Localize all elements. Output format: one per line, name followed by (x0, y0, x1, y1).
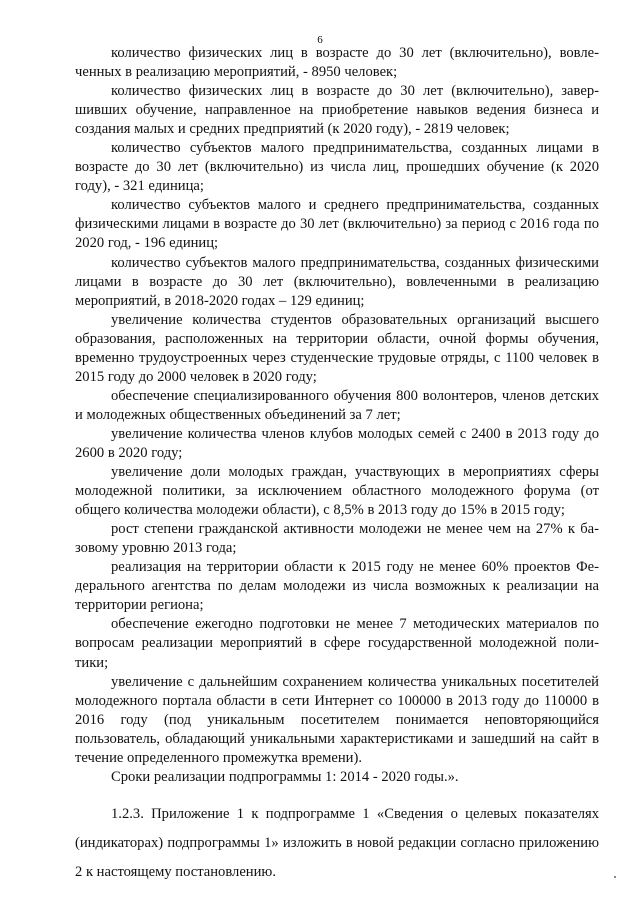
paragraph-11: реализация на территории области к 2015 году не менее 60% проектов Федерального агентства по делам молодежи из числа возможных к реализации на территории региона; (75, 559, 599, 614)
paragraph-amendment: 1.2.3. Приложение 1 к подпрограмме 1 «Сведения о целевых показателях (индикаторах) подпрограммы 1» изложить в новой редакции согласно приложению 2 к настоящему постановлению. (75, 805, 599, 880)
paragraph-12: обеспечение ежегодно подготовки не менее 7 методических материалов по вопросам реализации мероприятий в сфере государственной молодежной политики; (75, 616, 599, 671)
paragraph-10: рост степени гражданской активности молодежи не менее чем на 27% к базовому уровню 2013 года; (75, 521, 599, 557)
paragraph-1: количество физических лиц в возрасте до 30 лет (включительно), вовлеченных в реализацию мероприятий, - 8950 человек; (75, 45, 599, 81)
paragraph-4: количество субъектов малого и среднего предпринимательства, созданных физическими лицами в возрасте до 30 лет (включительно) за период с 2016 года по 2020 год, - 196 единиц; (75, 197, 599, 252)
paragraph-3: количество субъектов малого предпринимательства, созданных лицами в возрасте до 30 лет (включительно) из числа лиц, прошедших обучение (к 2020 году), - 321 единица; (75, 140, 599, 195)
paragraph-terms: Сроки реализации подпрограммы 1: 2014 - 2020 годы.». (111, 768, 459, 785)
paragraph-13: увеличение с дальнейшим сохранением количества уникальных посетителей молодежного портала области в сети Интернет со 100000 в 2013 году до 110000 в 2016 году (под уникальным посетителем понимается неповторяющийся пользователь, обладающий уникальными характеристиками и зашедший на сайт в течение определенного промежутка времени). (75, 673, 599, 766)
document-body (75, 44, 599, 887)
paragraph-2: количество физических лиц в возрасте до 30 лет (включительно), завершивших обучение, направленное на приобретение навыков ведения бизнеса и создания малых и средних предприятий (к 2020 году), - 2819 человек; (75, 83, 599, 138)
paragraph-8: увеличение количества членов клубов молодых семей с 2400 в 2013 году до 2600 в 2020 году; (75, 425, 599, 461)
paragraph-9: увеличение доли молодых граждан, участвующих в мероприятиях сферы молодежной политики, за исключением областного молодежного форума (от общего количества молодежи области), с 8,5% в 2013 году до 15% в 2015 году; (75, 464, 599, 519)
page-number: 6 (317, 34, 323, 46)
paragraph-6: увеличение количества студентов образовательных организаций высшего образования, расположенных на территории области, очной формы обучения, временно трудоустроенных через студенческие трудовые отряды, с 1100 человек в 2015 году до 2000 человек в 2020 году; (75, 311, 599, 385)
paragraph-5: количество субъектов малого предпринимательства, созданных физическими лицами в возрасте до 30 лет (включительно), вовлеченными в реализацию мероприятий, в 2018-2020 годах – 129 единиц; (75, 254, 599, 309)
scan-speck (614, 876, 616, 878)
paragraph-7: обеспечение специализированного обучения 800 волонтеров, членов детских и молодежных общественных объединений за 7 лет; (75, 387, 599, 423)
